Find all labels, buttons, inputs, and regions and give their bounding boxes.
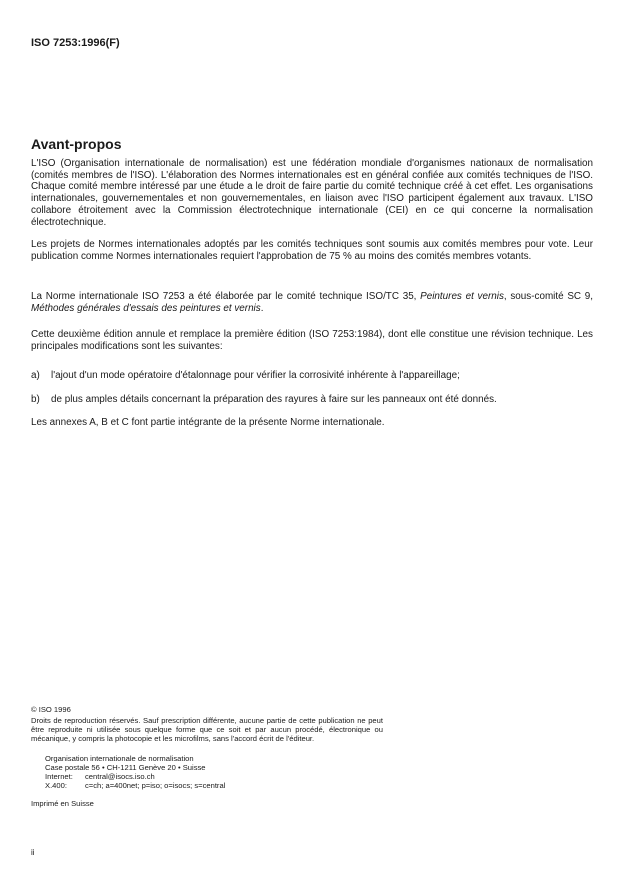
rights-notice: Droits de reproduction réservés. Sauf prescription différente, aucune partie de cette publication ne peut être reproduite ni utilisée sous quelque forme que ce soit et par aucun procédé, électronique ou mécanique, y compris la photocopie et les microfilms, sans l'accord écrit de l'éditeur. bbox=[31, 716, 383, 743]
paragraph-4: Cette deuxième édition annule et remplace la première édition (ISO 7253:1984), dont elle constitue une révision technique. Les principales modifications sont les suivantes: bbox=[31, 329, 593, 352]
x400-label: X.400: bbox=[45, 781, 67, 790]
p3-text-b: , sous-comité SC 9, bbox=[503, 291, 593, 302]
list-text: de plus amples détails concernant la préparation des rayures à faire sur les panneaux ont été donnés. bbox=[51, 394, 497, 405]
paragraph-5: Les annexes A, B et C font partie intégrante de la présente Norme internationale. bbox=[31, 417, 385, 428]
list-item bbox=[31, 370, 593, 382]
org-name: Organisation internationale de normalisation bbox=[45, 754, 194, 763]
document-header: ISO 7253:1996(F) bbox=[31, 37, 120, 49]
x400-value: c=ch; a=400net; p=iso; o=isocs; s=central bbox=[85, 781, 226, 790]
printed-in: Imprimé en Suisse bbox=[31, 799, 94, 808]
p3-text-c: . bbox=[260, 302, 264, 314]
list-marker: a) bbox=[31, 370, 40, 381]
internet-line bbox=[45, 772, 225, 781]
p3-text-a: La Norme internationale ISO 7253 a été élaborée par le comité technique ISO/TC 35, bbox=[31, 291, 421, 302]
internet-label: Internet: bbox=[45, 772, 73, 781]
org-address: Case postale 56 • CH-1211 Genève 20 • Suisse bbox=[45, 763, 206, 772]
list-text: l'ajout d'un mode opératoire d'étalonnage pour vérifier la corrosivité inhérente à l'appareillage; bbox=[51, 370, 460, 381]
internet-value: central@isocs.iso.ch bbox=[85, 772, 155, 781]
list-item bbox=[31, 394, 593, 406]
section-title: Avant-propos bbox=[31, 136, 122, 152]
x400-line bbox=[45, 781, 225, 790]
list-marker: b) bbox=[31, 394, 40, 405]
page-number: ii bbox=[31, 848, 35, 857]
paragraph-2: Les projets de Normes internationales adoptés par les comités techniques sont soumis aux comités membres pour vote. Leur publication comme Normes internationales requiert l'approbation de 75 % au moins des comités membres votants. bbox=[31, 239, 593, 262]
p3-italic-2: Méthodes générales d'essais des peintures et vernis bbox=[31, 302, 261, 314]
copyright: © ISO 1996 bbox=[31, 705, 71, 714]
paragraph-3 bbox=[31, 291, 593, 314]
organization bbox=[45, 754, 225, 790]
paragraph-1: L'ISO (Organisation internationale de normalisation) est une fédération mondiale d'organismes nationaux de normalisation (comités membres de l'ISO). L'élaboration des Normes internationales est en général confiée aux comités techniques de l'ISO. Chaque comité membre intéressé par une étude a le droit de faire partie du comité technique créé à cet effet. Les organisations internationales, gouvernementales et non gouvernementales, en liaison avec l'ISO participent également aux travaux. L'ISO collabore étroitement avec la Commission électrotechnique internationale (CEI) en ce qui concerne la normalisation électrotechnique. bbox=[31, 158, 593, 228]
p3-italic-1: Peintures et vernis bbox=[420, 291, 504, 302]
